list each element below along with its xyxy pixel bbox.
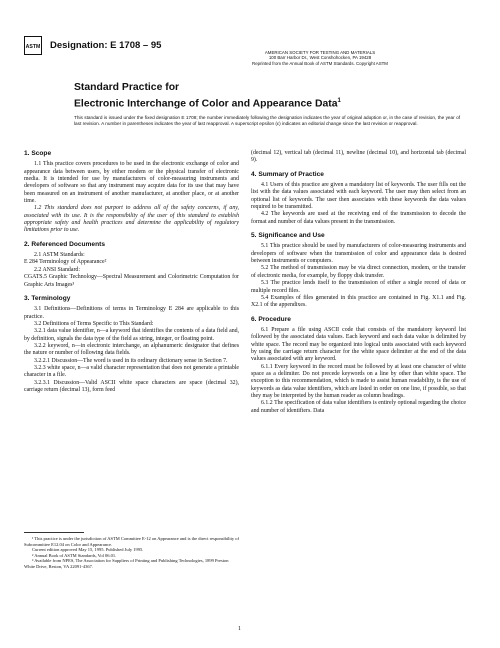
section-heading-significance: 5. Significance and Use [251,232,325,240]
paragraph-2-2: 2.2 ANSI Standard: [34,266,80,273]
footnote-3: ³ Available from NPES, The Association for Suppliers of Printing and Publishing Technologies, 1899 Preston White Drive, Reston, VA 22091-4367. [24,558,229,569]
section-heading-terminology: 3. Terminology [24,294,71,302]
paragraph-3-2: 3.2 Definitions of Terms Specific to This Standard: [34,320,154,327]
continued-text: (decimal 12), vertical tab (decimal 11), newline (decimal 10), and horizontal tab (decimal 9). [251,150,466,164]
standard-notice: This standard is issued under the fixed designation E 1708; the number immediately following the designation indicates the year of original adoption or, in the case of revision, the year of last revision. A number in parentheses indicates the year of last reapproval. A superscript epsilon (ε) indicates an editorial change since the last revision or reapproval. [74,115,460,127]
paragraph-4-2: 4.2 The keywords are used at the receiving end of the transmission to decode the format and number of data values present in the transmission. [251,211,466,225]
paragraph-1-2: 1.2 This standard does not purport to address all of the safety concerns, if any, associated with its use. It is the responsibility of the user of this standard to establish appropriate safety and health practices and determine the applicability of regulatory limitations prior to use. [24,205,239,234]
astm-logo-icon [24,36,42,55]
paragraph-3-2-3: 3.2.3 white space, n—a valid character representation that does not generate a printable character in a file. [24,364,239,379]
title-line-1: Standard Practice for [74,82,180,93]
paragraph-3-1: 3.1 Definitions—Definitions of terms in Terminology E 284 are applicable to this practice. [24,306,239,320]
paragraph-6-1-2: 6.1.2 The specification of data value identifiers is entirely optional regarding the choice and number of identifiers. Data [251,400,466,414]
publisher-line: 100 Barr Harbor Dr., West Conshohocken, PA 19428 [268,55,372,61]
left-column [24,150,239,394]
publisher-line: Reprinted from the Annual Book of ASTM Standards. Copyright ASTM [252,60,388,66]
reference-cgats5: CGATS.5 Graphic Technology—Spectral Measurement and Colorimetric Computation for Graphic Arts Images³ [24,274,239,288]
footnote-edition: Current edition approved May 15, 1995. Published July 1995. [32,547,144,553]
reference-e284: E 284 Terminology of Appearance² [24,259,107,266]
paragraph-3-2-3-1: 3.2.3.1 Discussion—Valid ASCII white space characters are space (decimal 32), carriage return (decimal 13), form feed [24,379,239,393]
paragraph-3-2-1: 3.2.1 data value identifier, n—a keyword that identifies the contents of a data field and, by definition, signals the data type of the field as string, integer, or floating point. [24,328,239,342]
section-heading-summary: 4. Summary of Practice [251,170,324,178]
title-line-2: Electronic Interchange of Color and Appearance Data$^1$ [74,97,341,110]
publisher-line: AMERICAN SOCIETY FOR TESTING AND MATERIALS [264,50,376,55]
paragraph-3-2-2-1: 3.2.2.1 Discussion—The word is used in its ordinary dictionary sense in Section 7. [34,357,228,364]
section-heading-scope: 1. Scope [24,150,52,157]
page-number: 1 [238,626,241,632]
paragraph-1-1: 1.1 This practice covers procedures to be used in the electronic exchange of color and appearance data between users, by either modem or the physical transfer of electronic media. It is intended for use by manufacturers of color-measuring instruments and developers of software so that any instrument may acquire data for its use that may have been measured on an instrument of another manufacturer, at another place, or at another time. [24,161,239,205]
footnotes [24,532,239,570]
paragraph-5-1: 5.1 This practice should be used by manufacturers of color-measuring instruments and developers of software when the transmission of color and appearance data is desired between instruments or computers. [251,243,466,265]
designation: Designation: E 1708 – 95 [50,40,162,51]
paragraph-2-1: 2.1 ASTM Standards: [34,252,85,259]
paragraph-5-2: 5.2 The method of transmission may be via direct connection, modem, or the transfer of electronic media, for example, by floppy disk transfer. [251,265,466,279]
paragraph-5-4: 5.4 Examples of files generated in this practice are contained in Fig. X1.1 and Fig. X2.1 of the appendixes. [251,294,466,309]
paragraph-3-2-2: 3.2.2 keyword, n—in electronic interchange, an alphanumeric designator that defines the nature or number of following data fields. [24,342,239,357]
document-title [74,82,341,111]
paragraph-6-1-1: 6.1.1 Every keyword in the record must be followed by at least one character of white space as a delimiter. Do not precede keywords on a line by other than white space. The exception to this recommendation, which is made to assist human readability, is the use of keywords as data value identifiers, which are listed in order on one line, if possible, so that they may be interpreted by the human reader as column headings. [251,363,466,399]
footnote-1: ¹ This practice is under the jurisdiction of ASTM Committee E-12 on Appearance and is the direct responsibility of Subcommittee E12.04 on Color and Appearance. [24,536,239,547]
right-column [251,150,466,415]
footnote-rule [24,532,84,533]
footnote-2: ² Annual Book of ASTM Standards, Vol 06.01. [32,552,117,558]
section-heading-referenced-documents: 2. Referenced Documents [24,240,105,248]
paragraph-5-3: 5.3 The practice lends itself to the transmission of either a single record of data or multiple record files. [251,280,466,294]
paragraph-6-1: 6.1 Prepare a file using ASCII code that consists of the mandatory keyword list followed by the associated data values. Each keyword and each data value is delimited by white space. The record may be organized into logical units associated with each keyword by using the carriage return character for the white space delimiter at the end of the data values associated with any keyword. [251,326,466,363]
publisher-block [170,50,470,66]
section-heading-procedure: 6. Procedure [251,315,291,323]
paragraph-4-1: 4.1 Users of this practice are given a mandatory list of keywords. The user fills out the list with the data values associated with each keyword. The user may then select from an optional list of keywords. The user then associates with these keywords the data values required to be transmitted. [251,182,466,211]
svg-text:ASTM: ASTM [25,44,41,50]
title-footnote-marker: 1 [337,97,341,104]
